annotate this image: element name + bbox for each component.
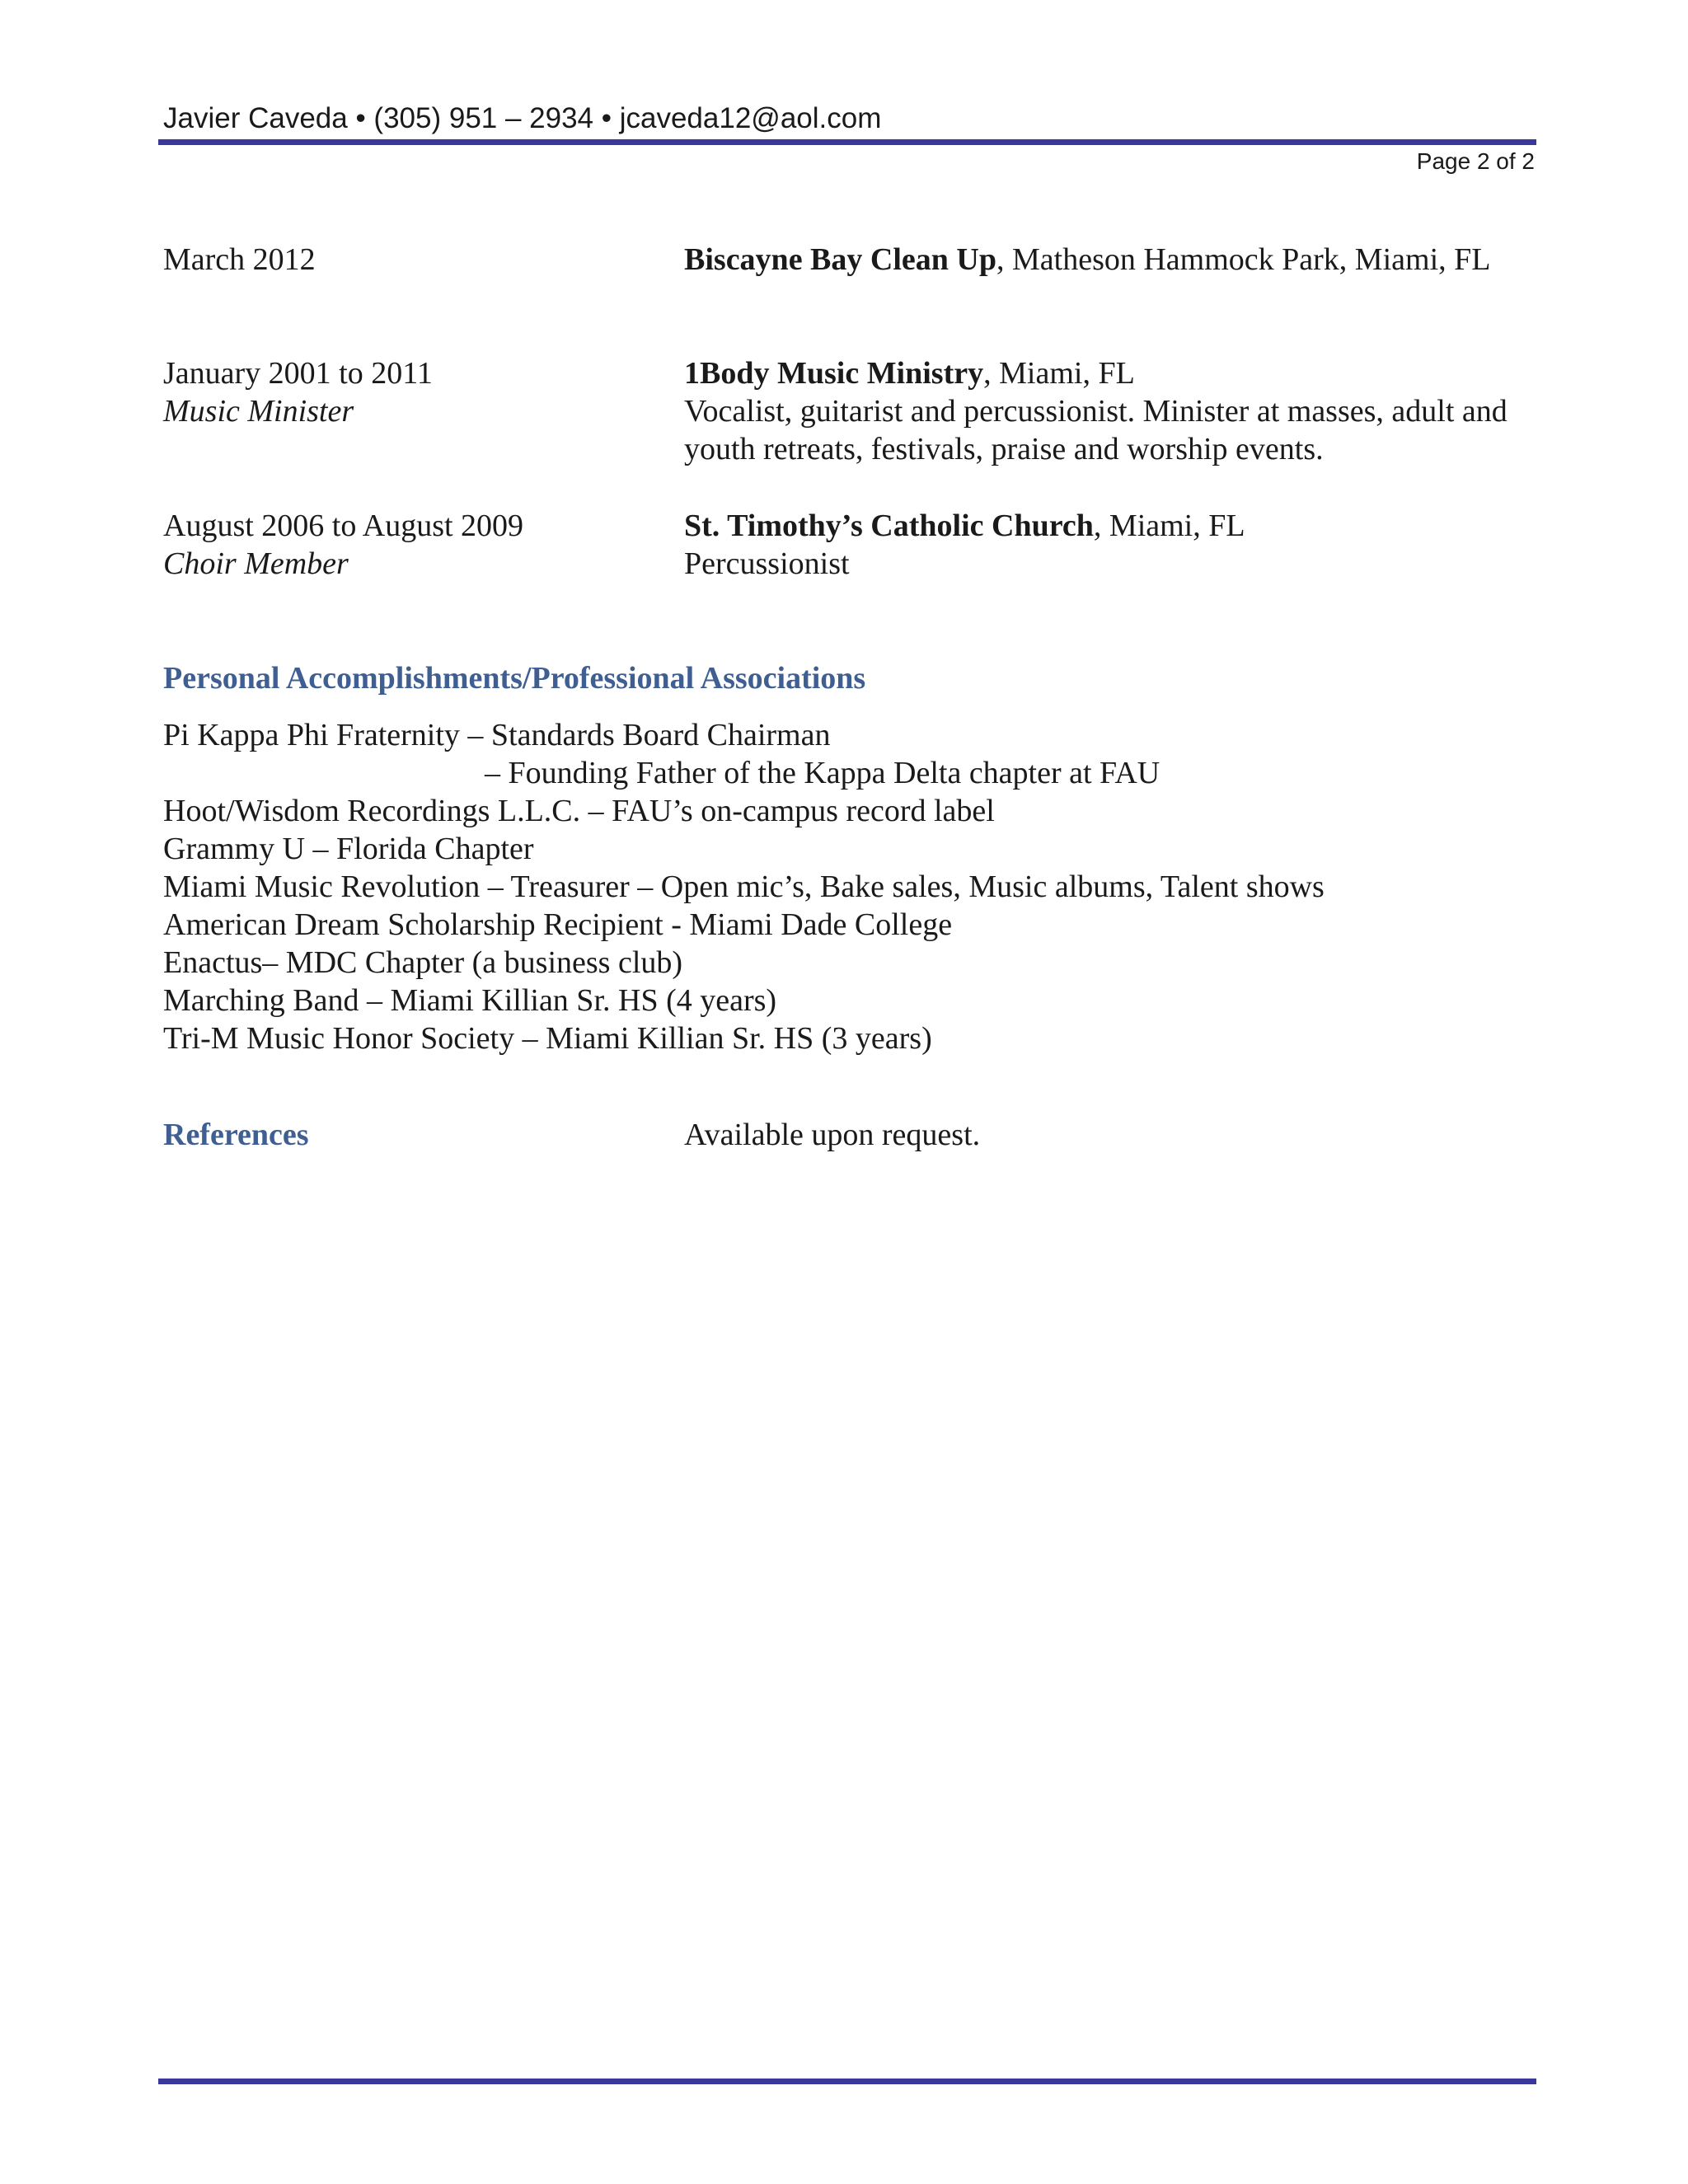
entry-org-line <box>684 354 1533 392</box>
list-item: Marching Band – Miami Killian Sr. HS (4 years) <box>163 983 777 1018</box>
references-text: Available upon request. <box>684 1118 981 1152</box>
list-item: Tri-M Music Honor Society – Miami Killian Sr. HS (3 years) <box>163 1021 932 1056</box>
list-item: Hoot/Wisdom Recordings L.L.C. – FAU’s on-campus record label <box>163 794 995 828</box>
entry-date: March 2012 <box>163 242 316 277</box>
contact-line: Javier Caveda • (305) 951 – 2934 • jcaveda12@aol.com <box>163 102 882 134</box>
entry-location: , Miami, FL <box>983 356 1135 391</box>
footer-rule <box>158 2079 1536 2084</box>
entry-location: , Matheson Hammock Park, Miami, FL <box>996 242 1491 277</box>
list-item: American Dream Scholarship Recipient - Miami Dade College <box>163 907 953 942</box>
list-item: Grammy U – Florida Chapter <box>163 832 534 866</box>
entry-org-line <box>684 507 1533 545</box>
entry-description: Percussionist <box>684 546 850 581</box>
section-heading-references: References <box>163 1118 309 1152</box>
header-rule <box>158 139 1536 145</box>
section-heading-accomplishments: Personal Accomplishments/Professional Associations <box>163 661 866 696</box>
entry-location: , Miami, FL <box>1093 509 1245 543</box>
entry-description: Vocalist, guitarist and percussionist. Minister at masses, adult and youth retreats, festivals, praise and worship events. <box>684 394 1507 466</box>
entry-date: August 2006 to August 2009 <box>163 509 524 543</box>
list-item: Pi Kappa Phi Fraternity – Standards Board Chairman <box>163 718 831 752</box>
entry-date: January 2001 to 2011 <box>163 356 433 391</box>
list-item: Miami Music Revolution – Treasurer – Open mic’s, Bake sales, Music albums, Talent shows <box>163 869 1325 904</box>
entry-role: Choir Member <box>163 546 349 581</box>
entry-org: 1Body Music Ministry <box>684 356 984 391</box>
entry-org-line <box>684 241 1533 279</box>
accomplishments-list <box>163 716 1325 1057</box>
list-item: – Founding Father of the Kappa Delta chapter at FAU <box>485 756 1160 790</box>
entry-org: St. Timothy’s Catholic Church <box>684 509 1094 543</box>
entry-role: Music Minister <box>163 394 354 429</box>
entry-org: Biscayne Bay Clean Up <box>684 242 996 277</box>
page-number: Page 2 of 2 <box>1416 148 1535 174</box>
list-item: Enactus– MDC Chapter (a business club) <box>163 945 683 980</box>
